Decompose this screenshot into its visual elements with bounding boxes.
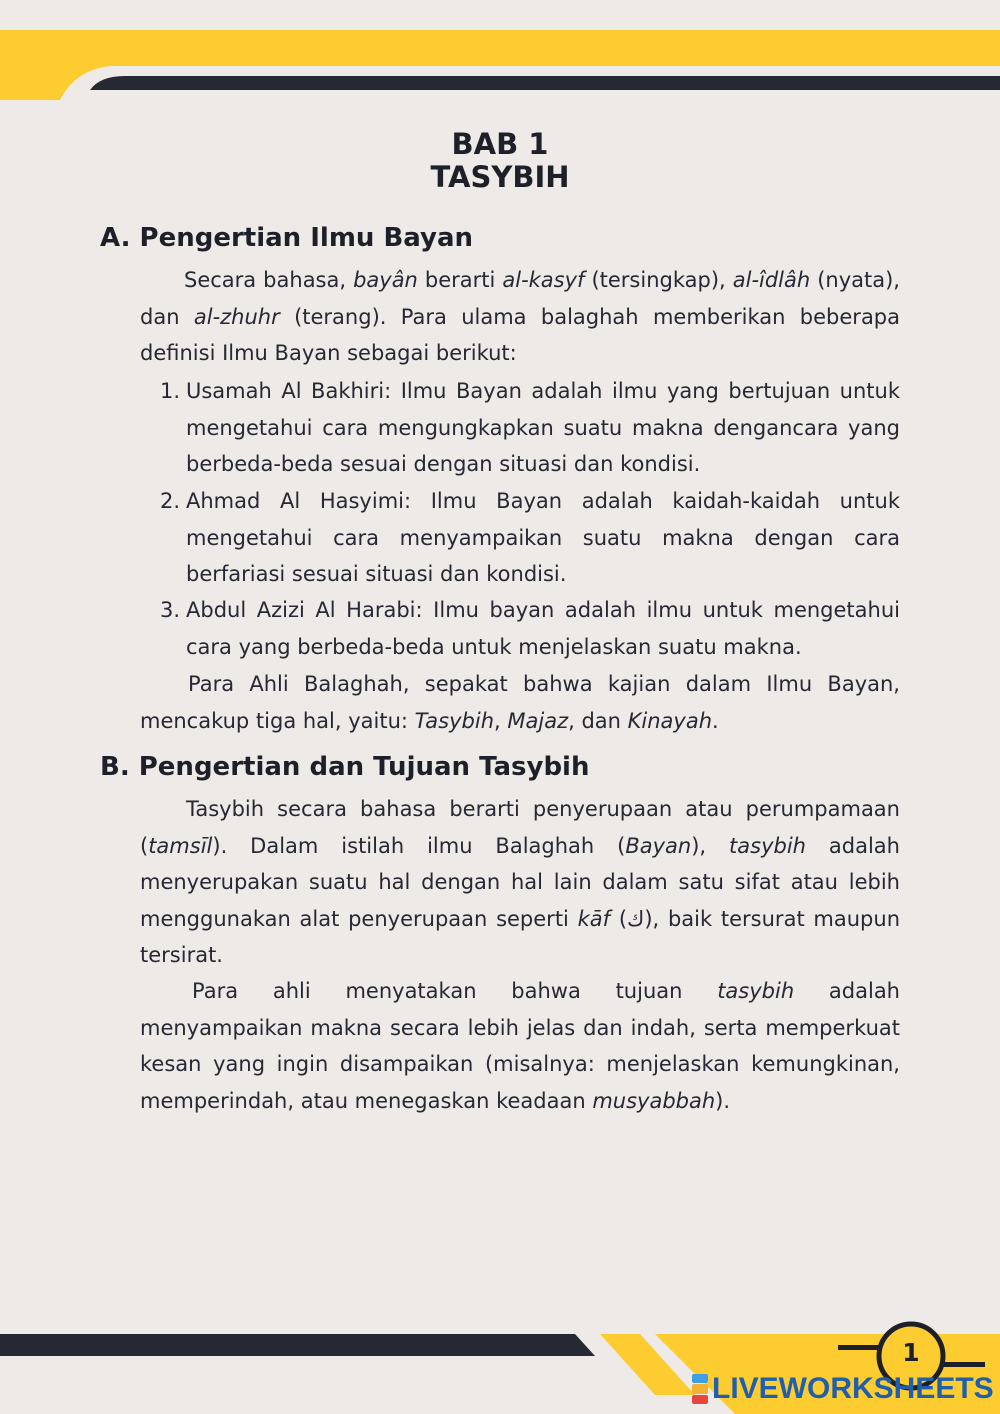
page-number-line-left xyxy=(838,1345,880,1350)
section-a-intro: Secara bahasa, bayân berarti al-kasyf (tersingkap), al-îdlâh (nyata), dan al-zhuhr (terang). Para ulama balaghah memberikan beberapa definisi Ilmu Bayan sebagai berikut: xyxy=(140,268,901,366)
watermark-text: LIVEWORKSHEETS xyxy=(712,1372,994,1405)
definition-1-number: 1. xyxy=(160,379,181,403)
definition-3-text: Abdul Azizi Al Harabi: Ilmu bayan adalah ilmu untuk mengetahui cara yang berbeda-beda untuk menjelaskan suatu makna. xyxy=(186,598,900,659)
liveworksheets-logo-icon xyxy=(692,1374,708,1404)
definition-2-number: 2. xyxy=(160,489,181,513)
section-a-heading: A. Pengertian Ilmu Bayan xyxy=(100,223,474,253)
header-navy-stripe xyxy=(90,76,1000,90)
definition-1-text: Usamah Al Bakhiri: Ilmu Bayan adalah ilmu yang bertujuan untuk mengetahui cara mengungkapkan suatu makna dengancara yang berbeda-beda sesuai dengan situasi dan kondisi. xyxy=(186,379,900,477)
chapter-name: TASYBIH xyxy=(430,160,570,194)
chapter-number: BAB 1 xyxy=(451,127,549,161)
section-b-paragraph-1: Tasybih secara bahasa berarti penyerupaan atau perumpamaan (tamsīl). Dalam istilah ilmu Balaghah (Bayan), tasybih adalah menyerupakan suatu hal dengan hal lain dalam satu sifat atau lebih menggunakan alat penyerupaan seperti kāf (ك), baik tersurat maupun tersirat. xyxy=(140,797,901,968)
page-number: 1 xyxy=(902,1338,920,1367)
chapter-title xyxy=(0,128,1000,194)
footer-navy-stripe xyxy=(0,1334,595,1356)
section-a-closing: Para Ahli Balaghah, sepakat bahwa kajian dalam Ilmu Bayan, mencakup tiga hal, yaitu: Tasybih, Majaz, dan Kinayah. xyxy=(140,672,900,733)
definition-3-number: 3. xyxy=(160,598,181,622)
section-b-paragraph-2: Para ahli menyatakan bahwa tujuan tasybih adalah menyampaikan makna secara lebih jelas dan indah, serta memperkuat kesan yang ingin disampaikan (misalnya: menjelaskan kemungkinan, memperindah, atau menegaskan keadaan musyabbah). xyxy=(140,979,900,1113)
definition-2-text: Ahmad Al Hasyimi: Ilmu Bayan adalah kaidah-kaidah untuk mengetahui cara menyampaikan suatu makna dengan cara berfariasi sesuai situasi dan kondisi. xyxy=(186,489,900,587)
section-b-heading: B. Pengertian dan Tujuan Tasybih xyxy=(100,752,590,782)
page-number-line-right xyxy=(940,1362,985,1367)
liveworksheets-watermark[interactable] xyxy=(692,1372,994,1406)
